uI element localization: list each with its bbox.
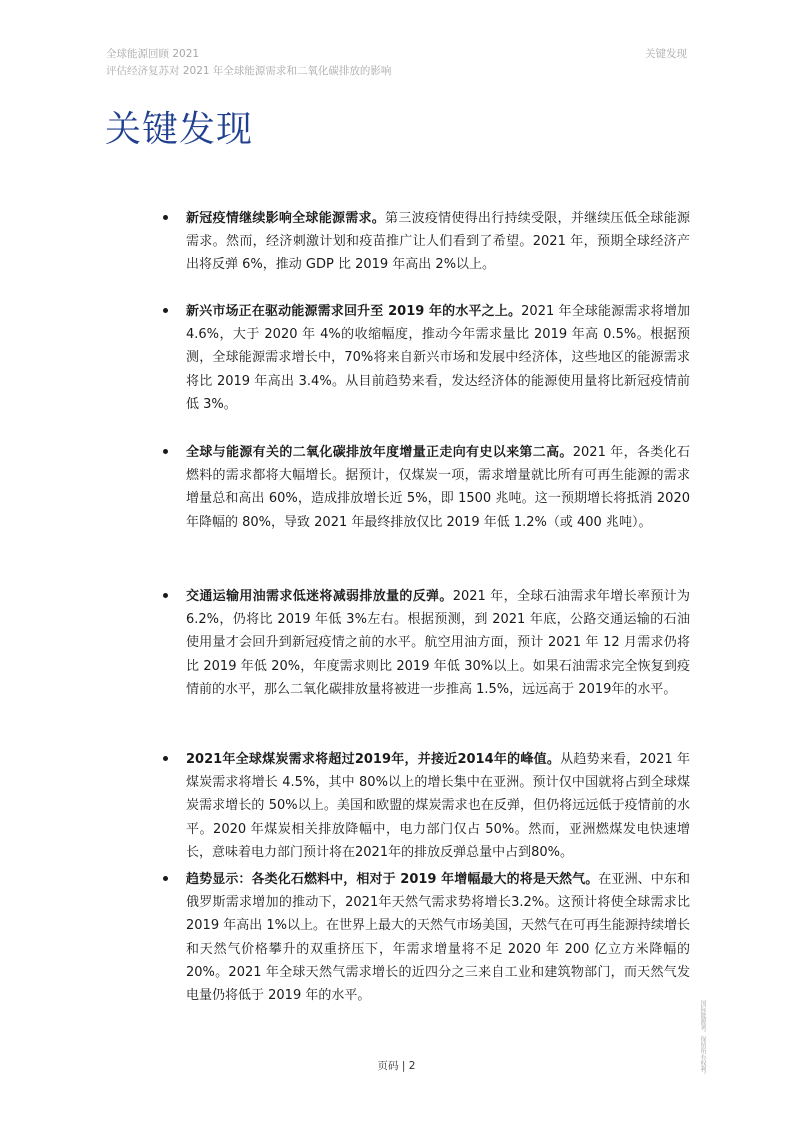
finding-body: 2021 年，各类化石燃料的需求都将大幅增长。据预计，仅煤炭一项，需求增量就比所有可再生能源的需求增量总和高出 60%，造成排放增长近 5%，即 1500 兆吨。这一预期增长将抵消 2020 年降幅的 80%，导致 2021 年最终排放仅比 2019 年低 1.2%（或 400 兆吨）。	[186, 445, 690, 530]
copyright-note: 国际能源署。保留所有权利。	[699, 1000, 706, 1078]
bullet-icon	[163, 876, 168, 881]
bullet-icon	[163, 215, 168, 220]
finding-lead: 新冠疫情继续影响全球能源需求。	[186, 211, 386, 226]
page-title: 关键发现	[105, 109, 254, 150]
finding-item	[186, 441, 690, 534]
finding-body: 第三波疫情使得出行持续受限，并继续压低全球能源需求。然而，经济刺激计划和疫苗推广让人们看到了希望。2021 年，预期全球经济产出将反弹 6%，推动 GDP 比 2019 年高出 2%以上。	[186, 211, 690, 273]
finding-lead: 全球与能源有关的二氧化碳排放年度增量正走向有史以来第二高。	[186, 445, 573, 460]
finding-item	[186, 748, 690, 864]
section-label: 关键发现	[645, 48, 687, 60]
report-title: 全球能源回顾 2021	[106, 48, 200, 60]
finding-item	[186, 207, 690, 277]
finding-lead: 2021年全球煤炭需求将超过2019年，并接近2014年的峰值。	[186, 752, 561, 767]
finding-body: 2021 年全球能源需求将增加 4.6%，大于 2020 年 4%的收缩幅度，推动今年需求量比 2019 年高 0.5%。根据预测，全球能源需求增长中，70%将来自新兴市场和发展中经济体，这些地区的能源需求将比 2019 年高出 3.4%。从目前趋势来看，发达经济体的能源使用量将比新冠疫情前低 3%。	[186, 304, 691, 412]
finding-item	[186, 300, 690, 416]
finding-lead: 交通运输用油需求低迷将减弱排放量的反弹。	[186, 589, 453, 604]
finding-item	[186, 585, 690, 701]
page-number: 页码 | 2	[377, 1060, 416, 1072]
finding-lead: 新兴市场正在驱动能源需求回升至 2019 年的水平之上。	[186, 304, 522, 319]
bullet-icon	[163, 756, 168, 761]
bullet-icon	[163, 593, 168, 598]
finding-item	[186, 868, 690, 1007]
finding-lead: 趋势显示：各类化石燃料中，相对于 2019 年增幅最大的将是天然气。	[186, 872, 599, 887]
bullet-icon	[163, 308, 168, 313]
report-subtitle: 评估经济复苏对 2021 年全球能源需求和二氧化碳排放的影响	[106, 65, 392, 77]
bullet-icon	[163, 449, 168, 454]
finding-body: 从趋势来看，2021 年煤炭需求将增长 4.5%，其中 80%以上的增长集中在亚洲。预计仅中国就将占到全球煤炭需求增长的 50%以上。美国和欧盟的煤炭需求也在反弹，但仍将远远低于疫情前的水平。2020 年煤炭相关排放降幅中，电力部门仅占 50%。然而，亚洲燃煤发电快速增长，意味着电力部门预计将在2021年的排放反弹总量中占到80%。	[186, 752, 690, 860]
finding-body: 2021 年，全球石油需求年增长率预计为 6.2%，仍将比 2019 年低 3%左右。根据预测，到 2021 年底，公路交通运输的石油使用量才会回升到新冠疫情之前的水平。航空用油方面，预计 2021 年 12 月需求仍将比 2019 年低 20%，年度需求则比 2019 年低 30%以上。如果石油需求完全恢复到疫情前的水平，那么二氧化碳排放量将被进一步推高 1.5%，远远高于 2019年的水平。	[186, 589, 690, 697]
finding-body: 在亚洲、中东和俄罗斯需求增加的推动下，2021年天然气需求势将增长3.2%。这预计将使全球需求比 2019 年高出 1%以上。在世界上最大的天然气市场美国，天然气在可再生能源持续增长和天然气价格攀升的双重挤压下，年需求增量将不足 2020 年 200 亿立方米降幅的 20%。2021 年全球天然气需求增长的近四分之三来自工业和建筑物部门，而天然气发电量仍将低于 2019 年的水平。	[186, 872, 690, 1004]
